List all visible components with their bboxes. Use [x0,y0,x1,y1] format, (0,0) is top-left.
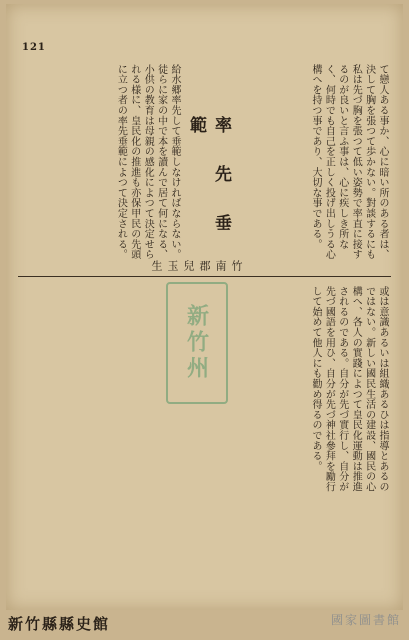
page-header [22,42,402,56]
text-column-lower: 或は意識あるいは組織あるひは指導とあるのではない。新しい國民生活の建設、國民の心構へ、各人の實踐によつて皇民化運動は推進されるのである。自分が先づ實行し、自分が先づ國語を用ひ、自分が先づ神社參拜を勵行して始めて他人にも勸め得るのである。 [309,286,388,492]
document-page [6,4,403,610]
text-column-left: 給水郷率先して垂範しなければならない。徒らに家の中で本を讀んで居て何になる、小供の教育は母親の感化によつて決定せられる様に、皇民化の推進も亦保甲民の先頭に立つ者の率先垂範によつて決定される。 [115,64,180,260]
article-heading [150,64,244,274]
watermark-label: 國家圖書館 [330,613,401,627]
article-title: 率 先 垂 範 [186,116,231,237]
library-stamp: 新竹州 [166,282,228,404]
section-divider [18,276,391,277]
article-author: 竹南郡 兒 玉 生 [150,260,243,274]
archive-label: 新竹縣縣史館 [8,615,111,633]
page-number: 121 [22,42,46,53]
text-column-right: て戀人ある事か、心に暗い所のある者は、決して胸を張つて歩かない。對談するにも私は先づ胸を張つて低い姿勢で率直に接するのが良いと言ふ事は、心に疾しき所なく、何時でも自己を正しく投げ出しうる心構へを持つ事であり、大切な事である。 [309,64,388,260]
